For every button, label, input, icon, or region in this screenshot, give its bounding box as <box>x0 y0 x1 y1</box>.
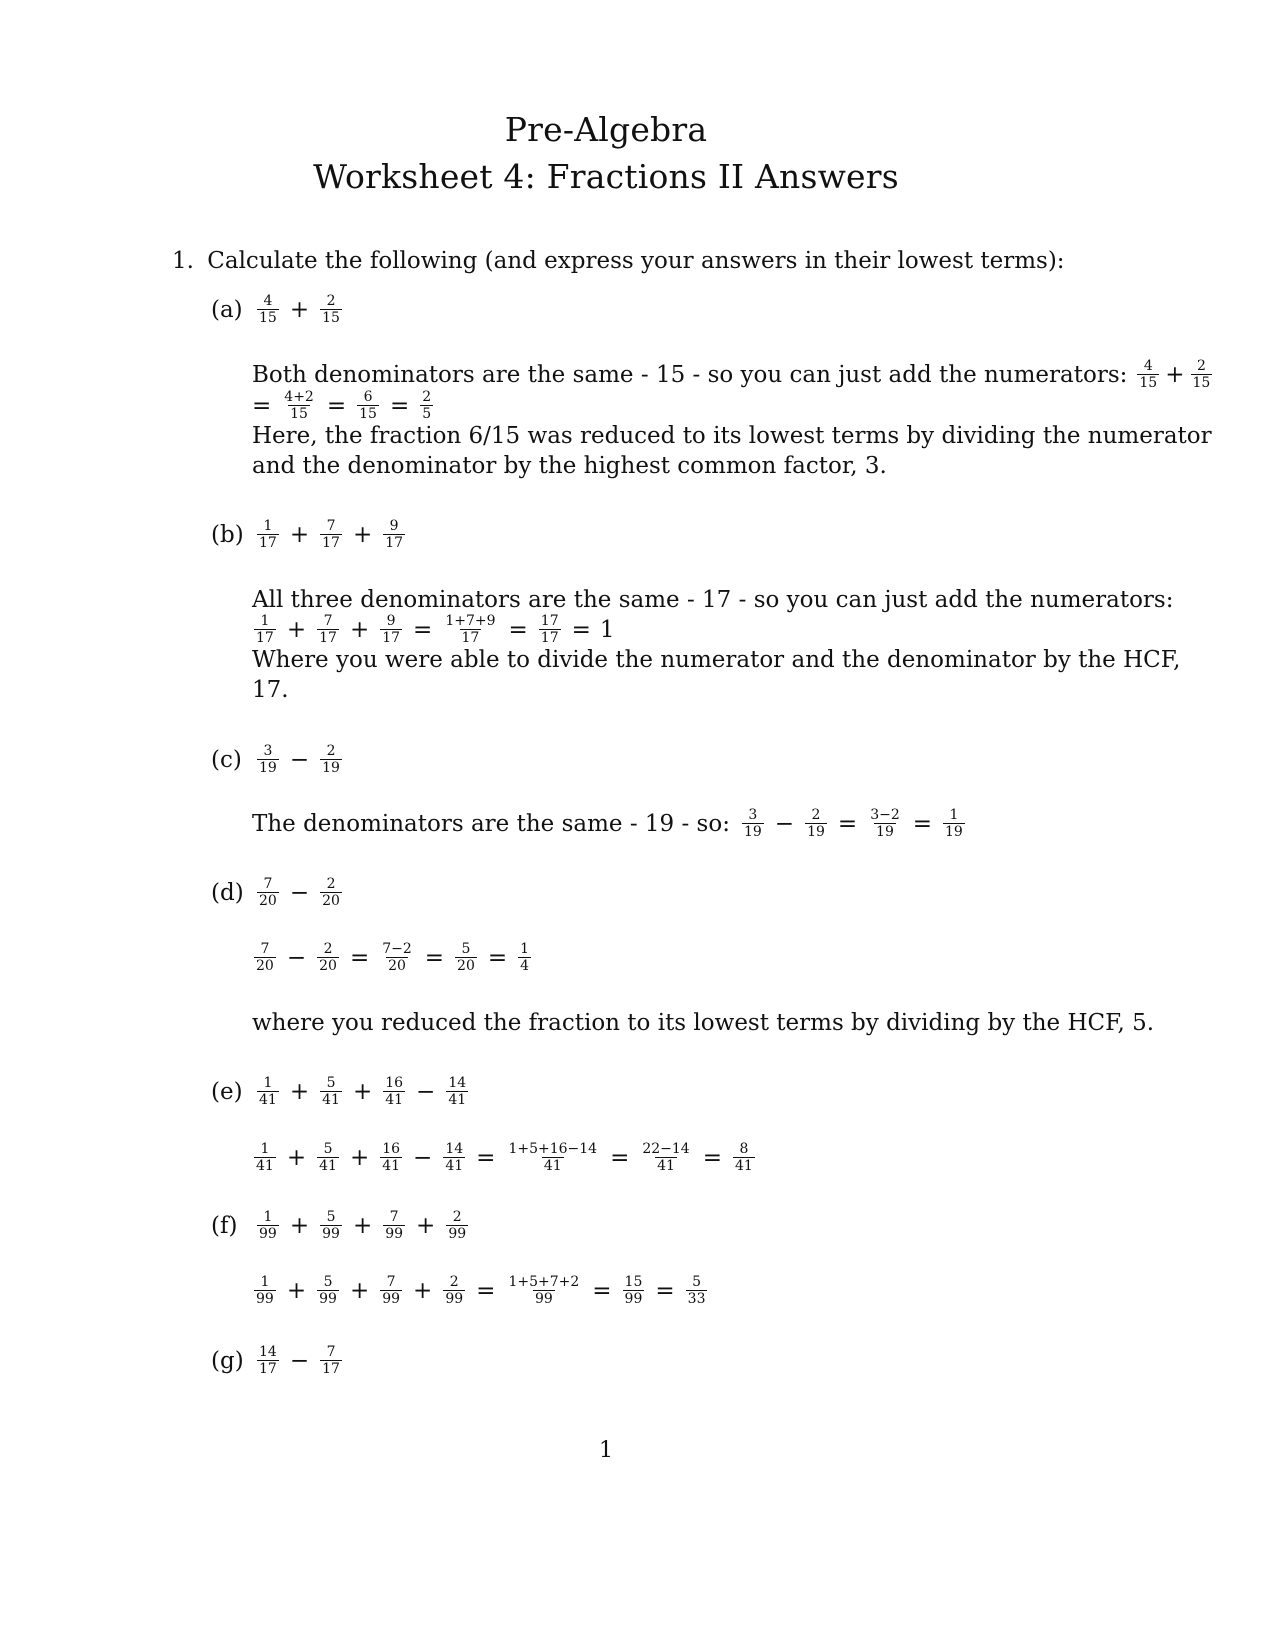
page-number: 1 <box>599 1438 613 1463</box>
fraction: $\frac{3}{19}$ <box>259 743 277 776</box>
fraction: $\frac{5}{41}$ <box>322 1075 340 1108</box>
fraction: $\frac{1}{99}$ <box>256 1274 274 1307</box>
fraction: $\frac{2}{15}$ <box>1192 358 1211 391</box>
part-label: (c) <box>211 746 242 773</box>
fraction: $\frac{16}{41}$ <box>385 1075 404 1108</box>
part-g-problem: (g) $\frac{14}{17}$ − $\frac{7}{17}$ <box>211 1344 340 1377</box>
fraction: $\frac{7}{17}$ <box>322 518 340 551</box>
fraction: $\frac{7}{17}$ <box>319 613 337 646</box>
fraction: $\frac{7}{20}$ <box>259 876 277 909</box>
fraction: $\frac{1+5+7+2}{99}$ <box>508 1274 580 1307</box>
fraction: $\frac{2}{19}$ <box>322 743 340 776</box>
part-a-explanation-line1: Both denominators are the same - 15 - so you can just add the numerators: $\frac{4}{15}$ + $\frac{2}{15}$ <box>252 358 1211 391</box>
fraction: $\frac{9}{17}$ <box>385 518 404 551</box>
fraction: $\frac{1}{17}$ <box>256 613 274 646</box>
part-d-equation: $\frac{7}{20}$ − $\frac{2}{20}$ = $\frac{7-2}{20}$ = $\frac{5}{20}$ = $\frac{1}{4}$ <box>256 941 530 974</box>
part-label: (e) <box>211 1078 243 1105</box>
fraction: $\frac{8}{41}$ <box>735 1141 753 1174</box>
fraction: $\frac{3}{19}$ <box>743 807 762 840</box>
fraction: $\frac{5}{41}$ <box>319 1141 337 1174</box>
fraction: $\frac{9}{17}$ <box>382 613 401 646</box>
fraction: $\frac{1}{41}$ <box>259 1075 277 1108</box>
explanation-text: Both denominators are the same - 15 - so you can just add the numerators: <box>252 361 1128 388</box>
part-e-problem: (e) $\frac{1}{41}$ + $\frac{5}{41}$ + $\frac{16}{41}$ − $\frac{14}{41}$ <box>211 1075 467 1108</box>
fraction: $\frac{2}{20}$ <box>319 941 337 974</box>
fraction: $\frac{2}{15}$ <box>322 293 340 326</box>
fraction: $\frac{4+2}{15}$ <box>284 389 314 422</box>
part-label: (b) <box>211 521 244 548</box>
fraction: $\frac{7-2}{20}$ <box>382 941 412 974</box>
part-a-problem: (a) $\frac{4}{15}$ + $\frac{2}{15}$ <box>211 293 340 326</box>
fraction: $\frac{2}{20}$ <box>322 876 340 909</box>
fraction: $\frac{4}{15}$ <box>259 293 277 326</box>
fraction: $\frac{17}{17}$ <box>540 613 559 646</box>
part-e-equation: $\frac{1}{41}$ + $\frac{5}{41}$ + $\frac{16}{41}$ − $\frac{14}{41}$ = $\frac{1+5+16-14}{41}$ = $\frac{22-14}{41}$ = $\frac{8}{41}$ <box>256 1141 753 1174</box>
fraction: $\frac{5}{99}$ <box>319 1274 337 1307</box>
question-prompt: Calculate the following (and express your answers in their lowest terms): <box>207 248 1065 274</box>
part-a-explanation-line3: and the denominator by the highest common factor, 3. <box>252 453 887 479</box>
fraction: $\frac{3-2}{19}$ <box>870 807 900 840</box>
part-label: (f) <box>211 1212 238 1239</box>
fraction: $\frac{7}{20}$ <box>256 941 274 974</box>
part-a-explanation-line2: Here, the fraction 6/15 was reduced to its lowest terms by dividing the numerator <box>252 423 1212 449</box>
part-d-explanation: where you reduced the fraction to its lowest terms by dividing by the HCF, 5. <box>252 1010 1155 1036</box>
question-number: 1. <box>172 248 194 274</box>
part-b-explanation-line1: All three denominators are the same - 17 - so you can just add the numerators: <box>252 587 1174 613</box>
part-b-equation: $\frac{1}{17}$ + $\frac{7}{17}$ + $\frac{9}{17}$ = $\frac{1+7+9}{17}$ = $\frac{17}{17}$ = 1 <box>256 613 615 646</box>
fraction: $\frac{6}{15}$ <box>359 389 377 422</box>
part-label: (g) <box>211 1347 244 1374</box>
fraction: $\frac{7}{17}$ <box>322 1344 340 1377</box>
part-f-equation: $\frac{1}{99}$ + $\frac{5}{99}$ + $\frac{7}{99}$ + $\frac{2}{99}$ = $\frac{1+5+7+2}{99}$ = $\frac{15}{99}$ = $\frac{5}{33}$ <box>256 1274 706 1307</box>
fraction: $\frac{22-14}{41}$ <box>642 1141 690 1174</box>
part-b-explanation-line2: Where you were able to divide the numerator and the denominator by the HCF, <box>252 647 1181 673</box>
part-a-equation: = $\frac{4+2}{15}$ = $\frac{6}{15}$ = $\frac{2}{5}$ <box>252 389 432 422</box>
fraction: $\frac{14}{41}$ <box>445 1141 464 1174</box>
fraction: $\frac{1}{19}$ <box>945 807 963 840</box>
fraction: $\frac{1}{17}$ <box>259 518 277 551</box>
explanation-text: The denominators are the same - 19 - so: <box>252 810 730 837</box>
question-1 <box>172 250 1065 273</box>
part-f-problem: (f) $\frac{1}{99}$ + $\frac{5}{99}$ + $\frac{7}{99}$ + $\frac{2}{99}$ <box>211 1209 467 1242</box>
fraction: $\frac{16}{41}$ <box>382 1141 401 1174</box>
fraction: $\frac{5}{99}$ <box>322 1209 340 1242</box>
worksheet-subtitle: Worksheet 4: Fractions II Answers <box>313 157 899 196</box>
fraction: $\frac{7}{99}$ <box>382 1274 401 1307</box>
part-b-problem: (b) $\frac{1}{17}$ + $\frac{7}{17}$ + $\frac{9}{17}$ <box>211 518 404 551</box>
fraction: $\frac{1+5+16-14}{41}$ <box>508 1141 598 1174</box>
fraction: $\frac{5}{20}$ <box>457 941 475 974</box>
fraction: $\frac{5}{33}$ <box>687 1274 706 1307</box>
fraction: $\frac{14}{17}$ <box>259 1344 277 1377</box>
fraction: $\frac{1}{41}$ <box>256 1141 274 1174</box>
fraction: $\frac{2}{19}$ <box>807 807 825 840</box>
fraction: $\frac{4}{15}$ <box>1139 358 1158 391</box>
part-d-problem: (d) $\frac{7}{20}$ − $\frac{2}{20}$ <box>211 876 340 909</box>
fraction: $\frac{2}{5}$ <box>422 389 432 422</box>
fraction: $\frac{14}{41}$ <box>448 1075 467 1108</box>
part-c-problem: (c) $\frac{3}{19}$ − $\frac{2}{19}$ <box>211 743 340 776</box>
fraction: $\frac{1}{4}$ <box>520 941 530 974</box>
fraction: $\frac{2}{99}$ <box>445 1274 464 1307</box>
fraction: $\frac{15}{99}$ <box>624 1274 643 1307</box>
part-label: (d) <box>211 879 244 906</box>
fraction: $\frac{2}{99}$ <box>448 1209 467 1242</box>
part-c-explanation: The denominators are the same - 19 - so: $\frac{3}{19}$ − $\frac{2}{19}$ = $\frac{3-2}{19}$ = $\frac{1}{19}$ <box>252 807 963 840</box>
part-label: (a) <box>211 296 243 323</box>
fraction: $\frac{1}{99}$ <box>259 1209 277 1242</box>
part-b-explanation-line3: 17. <box>252 677 289 703</box>
fraction: $\frac{1+7+9}{17}$ <box>445 613 496 646</box>
fraction: $\frac{7}{99}$ <box>385 1209 404 1242</box>
worksheet-title: Pre-Algebra <box>504 110 708 149</box>
